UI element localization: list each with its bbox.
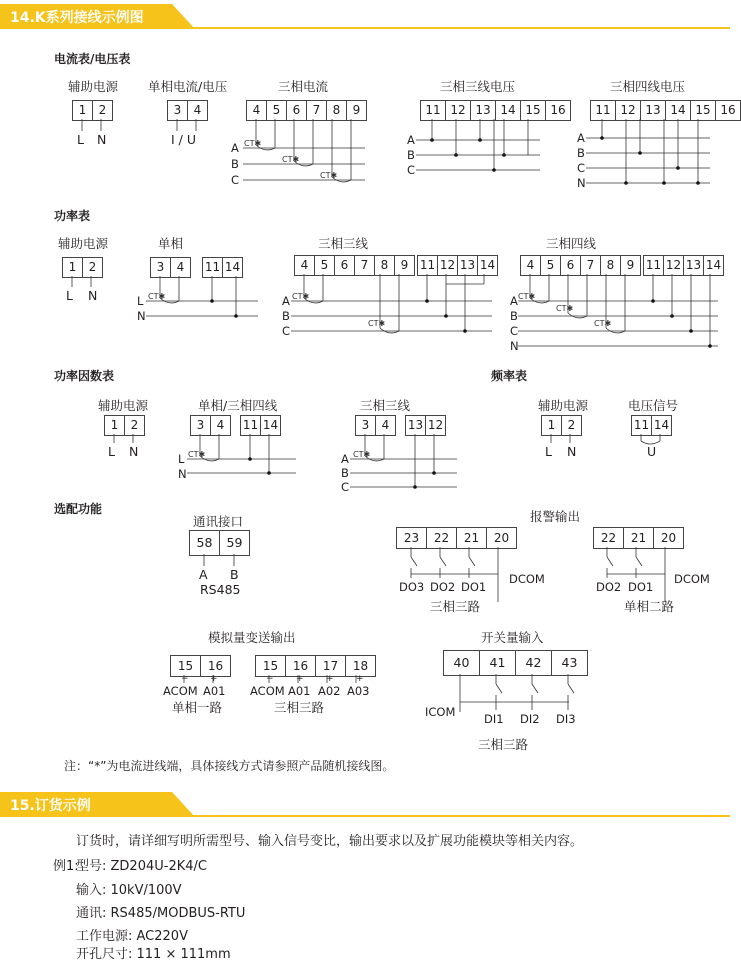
terminal: 14 [665,101,690,120]
am-tricur-label: 三相电流 [278,79,329,94]
terminal: 8 [600,256,620,275]
terminal: 6 [560,256,580,275]
am-aux-label: 辅助电源 [68,79,119,94]
terminal: 13 [457,256,477,275]
phase-b-label: B [577,146,585,160]
alarm3-do3: DO3 [399,580,425,594]
terminal: 4 [300,258,309,272]
alarm2-dcom: DCOM [674,572,710,586]
ct-label: CT✱ [292,292,310,301]
terminal: 42 [515,651,551,675]
terminal: 9 [346,101,366,120]
phase-b-label: B [231,157,239,171]
pw-single-label: 单相 [158,236,184,251]
terminal: 14 [495,101,520,120]
phase-c-label: C [231,173,240,187]
ct-label: CT✱ [556,304,574,313]
ct-label: CT✱ [148,292,166,301]
analog3-acom: ACOM [250,684,285,698]
pf-aux-label: 辅助电源 [98,398,149,413]
comm-protocol: RS485 [200,582,241,597]
phase-n-label: N [510,339,519,353]
terminal: 20 [653,528,683,548]
terminal: 4 [252,103,261,117]
phase-c-label: C [341,480,350,494]
terminal: 12 [445,101,470,120]
analog3-pol-plus: + [296,674,304,684]
alarm2-do1: DO1 [628,580,654,594]
terminal: 5 [540,256,560,275]
alarm3-dcom: DCOM [509,572,545,586]
terminal: 16 [285,656,315,676]
terminal: 15 [262,659,279,673]
terminal: 1 [110,418,119,432]
terminal: 4 [210,416,230,435]
comm-sig-b: B [230,567,239,582]
terminal: 7 [306,101,326,120]
am-aux-sig-l: L [77,132,84,147]
terminal: 13 [640,101,665,120]
ct-label: CT✱ [518,292,536,301]
terminal: 12 [437,256,457,275]
order-line-power: 工作电源: AC220V [76,929,188,944]
analog3-a01: A01 [288,684,311,698]
terminal: 4 [526,258,535,272]
alarm2-caption: 单相二路 [624,599,675,614]
phase-b-label: B [282,309,290,323]
terminal: 21 [623,528,653,548]
analog3-caption: 三相三路 [274,700,325,715]
am-tri4w-label: 三相四线电压 [610,79,686,94]
am-tri3w-label: 三相三线电压 [440,79,516,94]
order-intro: 订货时，请详细写明所需型号、输入信号变比，输出要求以及扩展功能模块等相关内容。 [76,834,584,849]
terminal: 11 [425,103,441,117]
analog1-pol-minus: − [181,674,189,684]
terminal: 6 [286,101,306,120]
terminal: 4 [187,101,207,120]
pw-tri4w-label: 三相四线 [546,236,597,251]
terminal: 2 [82,258,102,277]
order-line-model: 型号: ZD204U-2K4/C [76,859,207,874]
phase-c-label: C [510,324,519,338]
ammeter-heading: 电流表/电压表 [54,52,131,66]
terminal: 11 [633,418,650,432]
terminal: 3 [196,418,205,432]
ct-label: CT✱ [282,155,300,164]
terminal: 11 [204,260,221,274]
order-line-input: 输入: 10kV/100V [76,883,182,898]
section-15-title: 15.订货示例 [10,798,91,814]
terminal: 41 [479,651,515,675]
terminal: 3 [173,103,182,117]
terminal: 1 [547,418,556,432]
am-single-sig: I / U [171,132,196,147]
switch-di3: DI3 [556,712,576,726]
am-aux-sig-n: N [97,132,107,147]
terminal: 13 [683,256,703,275]
ct-label: CT✱ [244,139,262,148]
pf-aux-sig-n: N [129,444,139,459]
terminal: 20 [486,528,516,548]
fq-aux-label: 辅助电源 [538,398,589,413]
fq-volt-sig: U [647,444,657,459]
phase-b-label: B [510,309,518,323]
terminal: 14 [651,416,671,435]
terminal: 3 [156,260,165,274]
phase-a-label: A [577,131,585,145]
order-line-comm: 通讯: RS485/MODBUS-RTU [76,906,246,921]
terminal: 8 [326,101,346,120]
analog3-pol-minus: − [266,674,274,684]
phase-n-label: N [577,176,586,190]
pf-s4w-label: 单相/三相四线 [198,398,278,413]
analog1-acom: ACOM [163,684,198,698]
terminal: 1 [78,103,87,117]
terminal: 11 [595,103,611,117]
pf-aux-sig-l: L [108,444,115,459]
freq-heading: 频率表 [491,369,528,383]
fq-volt-label: 电压信号 [628,398,679,413]
analog3-a03: A03 [347,684,370,698]
terminal: 15 [520,101,545,120]
terminal: 13 [470,101,495,120]
terminal: 2 [561,416,581,435]
terminal: 1 [68,260,77,274]
alarm3-do2: DO2 [430,580,456,594]
analog3-pol-plus: + [356,674,364,684]
phase-a-label: A [510,294,518,308]
am-single-label: 单相电流/电压 [148,79,228,94]
analog3-pol-plus: + [326,674,334,684]
phase-b-label: B [407,148,415,162]
terminal: 2 [124,416,144,435]
power-heading: 功率表 [54,209,91,223]
comm-sig-a: A [199,567,208,582]
terminal: 12 [615,101,640,120]
terminal: 14 [222,258,242,277]
terminal: 14 [703,256,723,275]
phase-c-label: C [407,163,416,177]
terminal: 58 [196,535,213,550]
switch-di2: DI2 [520,712,540,726]
ct-label: CT✱ [353,450,371,459]
terminal: 15 [690,101,715,120]
terminal: 11 [419,258,436,272]
pw-aux-label: 辅助电源 [58,236,109,251]
phase-a-label: A [282,294,290,308]
pf-t3w-label: 三相三线 [360,398,411,413]
terminal: 40 [453,655,470,670]
alarm2-do2: DO2 [596,580,622,594]
terminal: 7 [354,256,374,275]
phase-a-label: A [407,133,415,147]
terminal: 16 [545,101,570,120]
terminal: 4 [375,416,395,435]
terminal: 16 [715,101,740,120]
alarm3-do1: DO1 [461,580,487,594]
terminal: 43 [551,651,587,675]
terminal: 17 [315,656,345,676]
terminal: 23 [403,531,420,545]
terminal: 3 [361,418,370,432]
phase-c-label: C [282,324,291,338]
terminal: 16 [200,656,230,676]
switch-caption: 三相三路 [478,737,529,752]
terminal: 2 [92,101,112,120]
order-line-cutout: 开孔尺寸: 111 × 111mm [76,947,231,962]
terminal: 14 [477,256,497,275]
switch-label: 开关量输入 [481,630,544,645]
terminal: 8 [374,256,394,275]
terminal: 22 [426,528,456,548]
phase-b-label: B [341,466,349,480]
terminal: 6 [334,256,354,275]
terminal: 12 [663,256,683,275]
fq-aux-sig-n: N [567,444,577,459]
ct-label: CT✱ [320,171,338,180]
phase-c-label: C [577,161,586,175]
switch-icom: ICOM [425,705,456,719]
pw-aux-sig-l: L [66,288,73,303]
options-heading: 选配功能 [54,502,103,516]
order-example-label: 例1: [53,859,79,874]
ct-label: CT✱ [368,319,386,328]
note: 注：“*”为电流进线端，具体接线方式请参照产品随机接线图。 [64,759,395,773]
terminal: 18 [345,656,375,676]
phase-l-label: L [137,294,144,308]
terminal: 59 [219,531,249,555]
terminal: 11 [645,258,662,272]
pw-aux-sig-n: N [88,288,98,303]
terminal: 5 [266,101,286,120]
analog1-a01: A01 [203,684,226,698]
terminal: 15 [177,659,194,673]
comm-label: 通讯接口 [193,514,244,529]
terminal: 11 [242,418,259,432]
ct-label: CT✱ [594,319,612,328]
terminal: 7 [580,256,600,275]
section-14-title: 14.K系列接线示例图 [10,10,144,26]
pf-heading: 功率因数表 [54,369,115,383]
phase-n-label: N [178,467,187,481]
terminal: 22 [600,531,617,545]
terminal: 9 [394,256,414,275]
fq-aux-sig-l: L [545,444,552,459]
terminal: 5 [314,256,334,275]
phase-l-label: L [178,452,185,466]
phase-a-label: A [341,452,349,466]
terminal: 21 [456,528,486,548]
switch-di1: DI1 [484,712,504,726]
terminal: 9 [620,256,640,275]
terminal: 4 [170,258,190,277]
analog1-caption: 单相一路 [172,700,223,715]
analog1-pol-plus: + [210,674,218,684]
phase-n-label: N [137,309,146,323]
terminal: 14 [260,416,280,435]
terminal: 12 [425,416,445,435]
ct-label: CT✱ [188,450,206,459]
analog3-a02: A02 [318,684,341,698]
alarm-label: 报警输出 [530,509,581,524]
section-15-header [0,792,730,817]
alarm3-caption: 三相三路 [430,599,481,614]
terminal: 13 [407,418,424,432]
analog-label: 模拟量变送输出 [208,630,296,645]
phase-a-label: A [231,141,239,155]
pw-tri3w-label: 三相三线 [318,236,369,251]
